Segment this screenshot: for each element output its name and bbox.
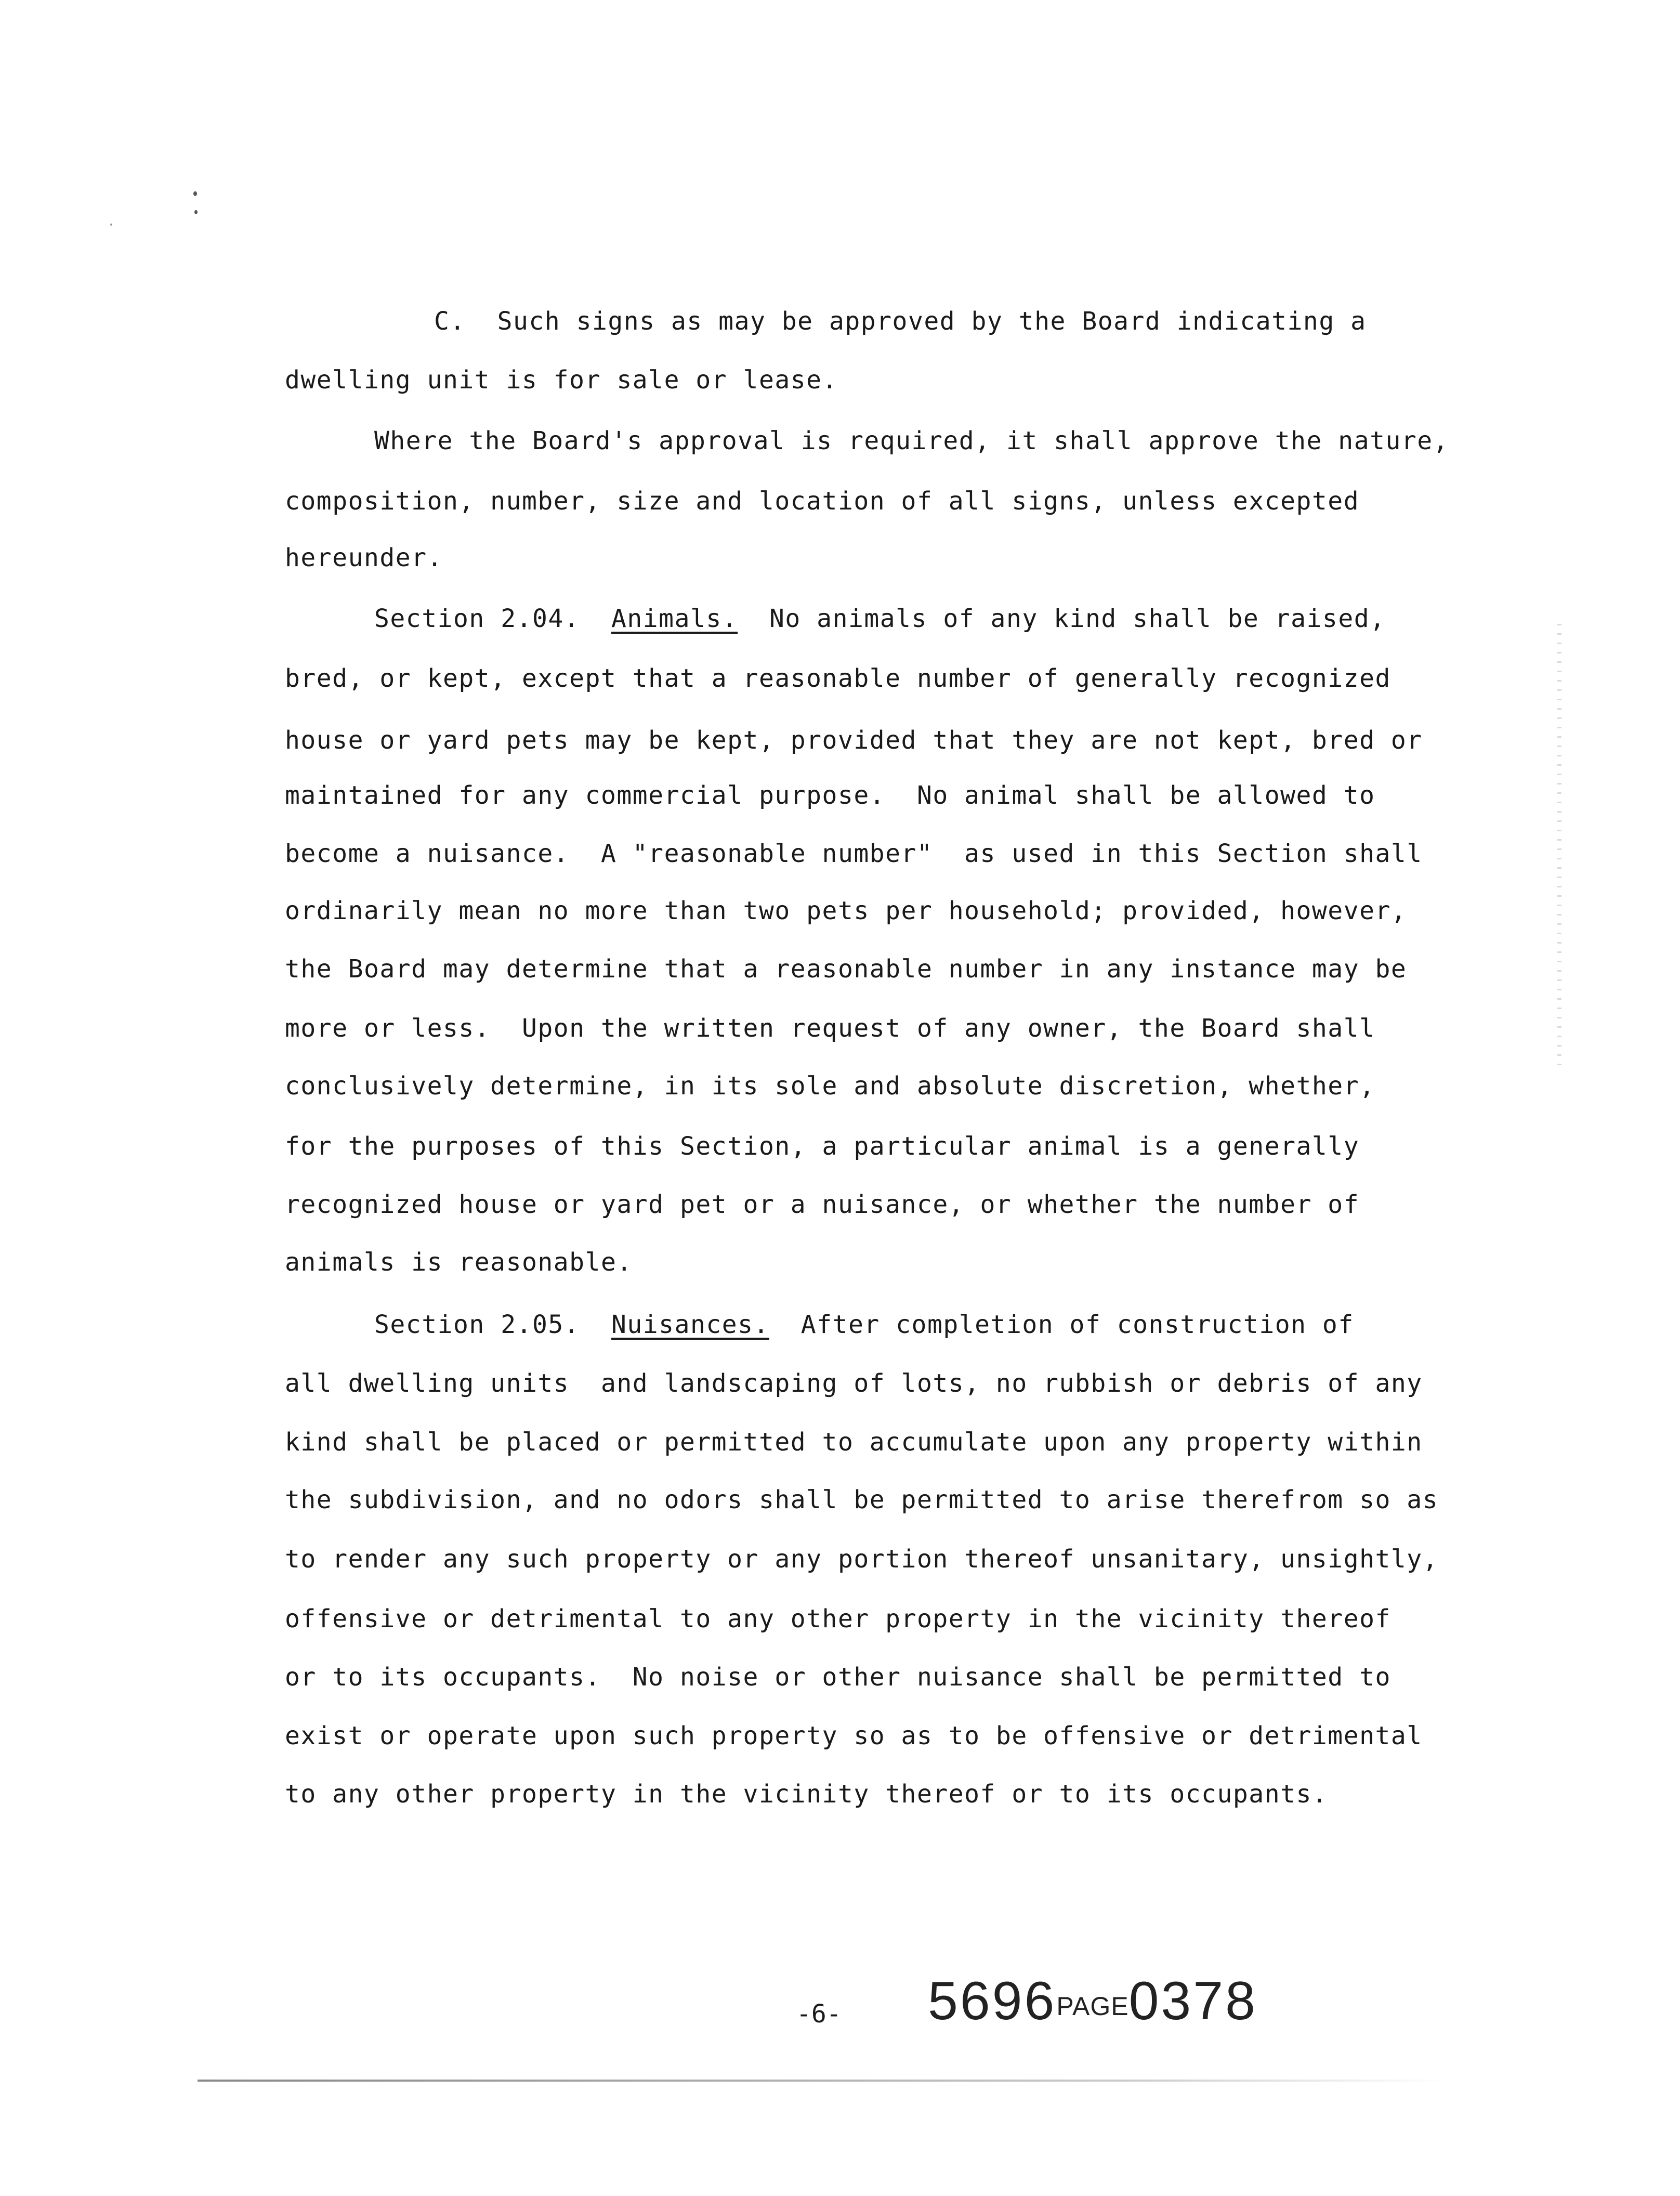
text-line: C. Such signs as may be approved by the Board indicating a xyxy=(434,307,1367,336)
recorded-page-number: 0378 xyxy=(1128,1971,1257,2031)
section-2-05-label: Section 2.05. xyxy=(374,1310,611,1339)
text-line: house or yard pets may be kept, provided that they are not kept, bred or xyxy=(285,726,1423,755)
section-2-04-heading: Animals. xyxy=(611,604,738,633)
section-2-04-line xyxy=(374,603,1386,634)
text-line: or to its occupants. No noise or other nuisance shall be permitted to xyxy=(285,1663,1391,1692)
text-line: animals is reasonable. xyxy=(285,1248,633,1277)
scan-speck xyxy=(110,224,112,226)
text-line: for the purposes of this Section, a particular animal is a generally xyxy=(285,1132,1360,1161)
section-2-04-label: Section 2.04. xyxy=(374,604,611,633)
book-page-stamp xyxy=(928,1970,1257,2032)
text-line: the Board may determine that a reasonable number in any instance may be xyxy=(285,955,1407,984)
text-line: become a nuisance. A "reasonable number" as used in this Section shall xyxy=(285,839,1423,868)
text-line: offensive or detrimental to any other property in the vicinity thereof xyxy=(285,1604,1391,1633)
book-number: 5696 xyxy=(928,1971,1057,2031)
text-line: bred, or kept, except that a reasonable number of generally recognized xyxy=(285,664,1391,693)
section-2-05-text: After completion of construction of xyxy=(769,1310,1354,1339)
scan-speck xyxy=(193,191,197,196)
text-line: hereunder. xyxy=(285,543,443,572)
text-line: all dwelling units and landscaping of lots, no rubbish or debris of any xyxy=(285,1369,1423,1398)
section-2-04-text: No animals of any kind shall be raised, xyxy=(738,604,1386,633)
scan-speck xyxy=(194,210,198,214)
text-line: kind shall be placed or permitted to accumulate upon any property within xyxy=(285,1428,1423,1457)
section-2-05-heading: Nuisances. xyxy=(611,1310,769,1339)
text-line: to render any such property or any portion thereof unsanitary, unsightly, xyxy=(285,1545,1439,1574)
scan-edge-noise xyxy=(1557,624,1561,1066)
text-line: exist or operate upon such property so as to be offensive or detrimental xyxy=(285,1721,1423,1750)
text-line: maintained for any commercial purpose. No animal shall be allowed to xyxy=(285,781,1375,810)
text-line: ordinarily mean no more than two pets per household; provided, however, xyxy=(285,896,1407,925)
scan-bottom-line xyxy=(198,2080,1445,2082)
section-2-05-line xyxy=(374,1309,1354,1340)
text-line: Where the Board's approval is required, it shall approve the nature, xyxy=(374,426,1449,455)
page-number: -6- xyxy=(796,1999,842,2029)
text-line: the subdivision, and no odors shall be permitted to arise therefrom so as xyxy=(285,1485,1439,1514)
text-line: composition, number, size and location of all signs, unless excepted xyxy=(285,487,1360,516)
page-label: PAGE xyxy=(1056,1992,1129,2021)
text-line: conclusively determine, in its sole and absolute discretion, whether, xyxy=(285,1071,1375,1101)
text-line: to any other property in the vicinity thereof or to its occupants. xyxy=(285,1780,1328,1809)
text-line: dwelling unit is for sale or lease. xyxy=(285,365,838,395)
text-line: more or less. Upon the written request of any owner, the Board shall xyxy=(285,1014,1375,1043)
text-line: recognized house or yard pet or a nuisance, or whether the number of xyxy=(285,1190,1360,1219)
